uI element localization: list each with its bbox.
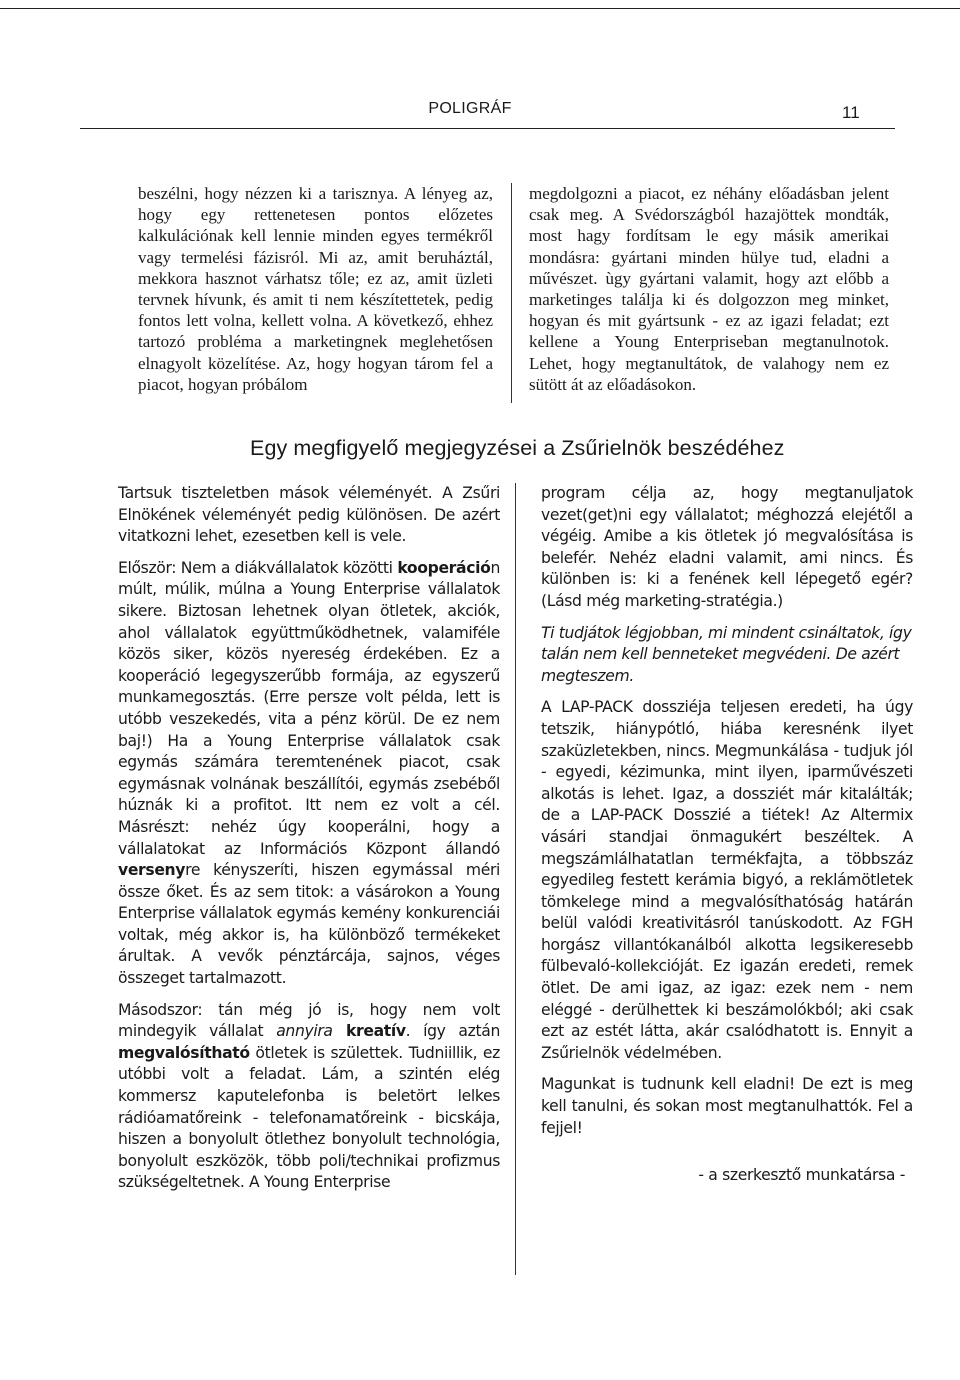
column-divider-top — [511, 183, 512, 403]
text-run: Először: Nem a diákvállalatok közötti — [118, 558, 398, 577]
paragraph: Tartsuk tiszteletben mások véleményét. A Zsűri Elnökének véleményét pedig különösen. De azért vitatkozni lehet, ezesetben kell is vele. — [118, 484, 500, 546]
text-run: ötletek is születtek. Tudniillik, ez utóbbi volt a feladat. Lám, a szintén elég kommersz kaputelefonba is beletört lelkes rádióamatőreink - telefonamatőreink - bicskája, hiszen a bonyolult ötlethez bonyolult technológia, bonyolult eszközök, több poli/technikai profizmus szükségeltetnek. A Young Enterprise — [118, 1043, 500, 1192]
text-run: . így aztán — [405, 1022, 500, 1041]
text-run: re kényszeríti, hiszen egymással méri össze őket. És az sem titok: a vásárokon a Young Enterprise vállalatok egymás kemény konkurenciái voltak, még akkor is, ha különböző termékeket árultak. A vevők pénztárcája, sajnos, véges összeget tartalmazott. — [118, 861, 500, 988]
top-scan-rule — [0, 8, 960, 9]
bold-term: kooperáció — [397, 558, 491, 577]
paragraph — [118, 1000, 500, 1194]
column-divider-bottom — [515, 483, 516, 1275]
page-number: 11 — [842, 103, 860, 122]
bottom-left-column — [118, 483, 500, 1204]
paragraph: Magunkat is tudnunk kell eladni! De ezt is meg kell tanulni, és sokan most megtanulhattók. Fel a fejjel! — [541, 1075, 913, 1137]
bottom-right-column — [541, 483, 913, 1197]
header-rule — [80, 128, 895, 129]
top-left-column: beszélni, hogy nézzen ki a tarisznya. A lényeg az, hogy egy rettenetesen pontos előzetes kalkulációnak kell lennie minden egyes termékről vagy termelési fázisról. Mi az, amit beruháztál, mekkora hasznot várhatsz tőle; ez az, amit üzleti tervnek hívunk, és amit ti nem készítettetek, pedig fontos lett volna, kellett volna. A következő, ehhez tartozó probléma a marketingnek meglehetősen elnagyolt közelítése. Az, hogy hogyan tárom fel a piacot, hogyan próbálom — [138, 184, 493, 394]
text-run: Másodszor: tán még jó is, hogy nem volt mindegyik vállalat — [118, 1000, 500, 1041]
top-right-column: megdolgozni a piacot, ez néhány előadásban jelent csak meg. A Svédországból hazajöttek mondták, most hagy fordítsam le egy másik amerikai mondásra: gyártani minden hülye tud, eladni a művészet. ùgy gyártani valamit, hogy azt előbb a marketinges találja ki és dolgozzon meg minket, hogyan és mit gyártsunk - ez az igazi feladat; ezt kellene a Young Enterpriseban megtanulnotok. Lehet, hogy megtanultátok, de valahogy nem ez sütött át az előadásokon. — [529, 184, 889, 394]
paragraph: A LAP-PACK dossziéja teljesen eredeti, ha úgy tetszik, hiánypótló, hiába keresnénk ilyet szaküzletekben, nincs. Megmunkálása - tudjuk jól - egyedi, kézimunka, mint ilyen, iparművészeti alkotás is lehet. Igaz, a dossziét már kitalálták; de a LAP-PACK Dosszié a tiétek! Az Altermix vásári standjai önmagukért beszéltek. A megszámlálhatatlan termékfajta, a többszáz egyedileg festett kerámia bigyó, a reklámötletek tömkelege mind a megvalósíthatóság határán belül valódi kreativitásról tanúskodott. Az FGH horgász villantókanálból alkotta legsikeresebb fülbevaló-kollekcióját. Ez igazán eredeti, remek ötlet. De ami igaz, az igaz: ezek nem - nem eléggé - derülhettek ki beszámolókból; aki csak ezt az estét látta, akár csalódhatott is. Ennyit a Zsűrielnök védelmében. — [541, 698, 913, 1062]
bold-term: kreatív — [332, 1022, 406, 1041]
article-heading: Egy megfigyelő megjegyzései a Zsűrielnök beszédéhez — [250, 436, 785, 460]
italic-term: annyira — [276, 1022, 333, 1041]
bold-term: megvalósítható — [118, 1043, 250, 1062]
running-title: POLIGRÁF — [428, 100, 512, 117]
paragraph: program célja az, hogy megtanuljatok vezet(get)ni egy vállalatot; méghozzá elejétől a végéig. Amibe a kis ötletek jó megvalósítása is belefér. Nehéz eladni valamit, ami nincs. És különben is: ki a fenének kell lépegető egér? (Lásd még marketing-stratégia.) — [541, 484, 913, 610]
paragraph — [118, 558, 500, 990]
italic-paragraph: Ti tudjátok légjobban, mi mindent csináltatok, így talán nem kell benneteket megvédeni. De azért megteszem. — [541, 623, 912, 685]
signature: - a szerkesztő munkatársa - — [698, 1166, 905, 1185]
bold-term: verseny — [118, 861, 186, 880]
text-run: n múlt, múlik, múlna a Young Enterprise vállalatok sikere. Biztosan lehetnek olyan ötletek, akciók, ahol vállalatok együttműködhetnek, valamiféle közös siker, közös nyereség érdekében. Ez a kooperáció legegyszerűbb formája, az egyszerű munkamegosztás. (Erre persze volt példa, lett is utóbb veszekedés, vita a pénz körül. De ez nem baj!) Ha a Young Enterprise vállalatok csak egymás számára teremtenének piacot, csak egymásnak volnának beszállítói, egymás zsebéből húznák ki a profitot. Itt nem ez volt a cél. Másrészt: nehéz úgy kooperálni, hogy a vállalatokat az Információs Központ állandó — [118, 558, 500, 858]
